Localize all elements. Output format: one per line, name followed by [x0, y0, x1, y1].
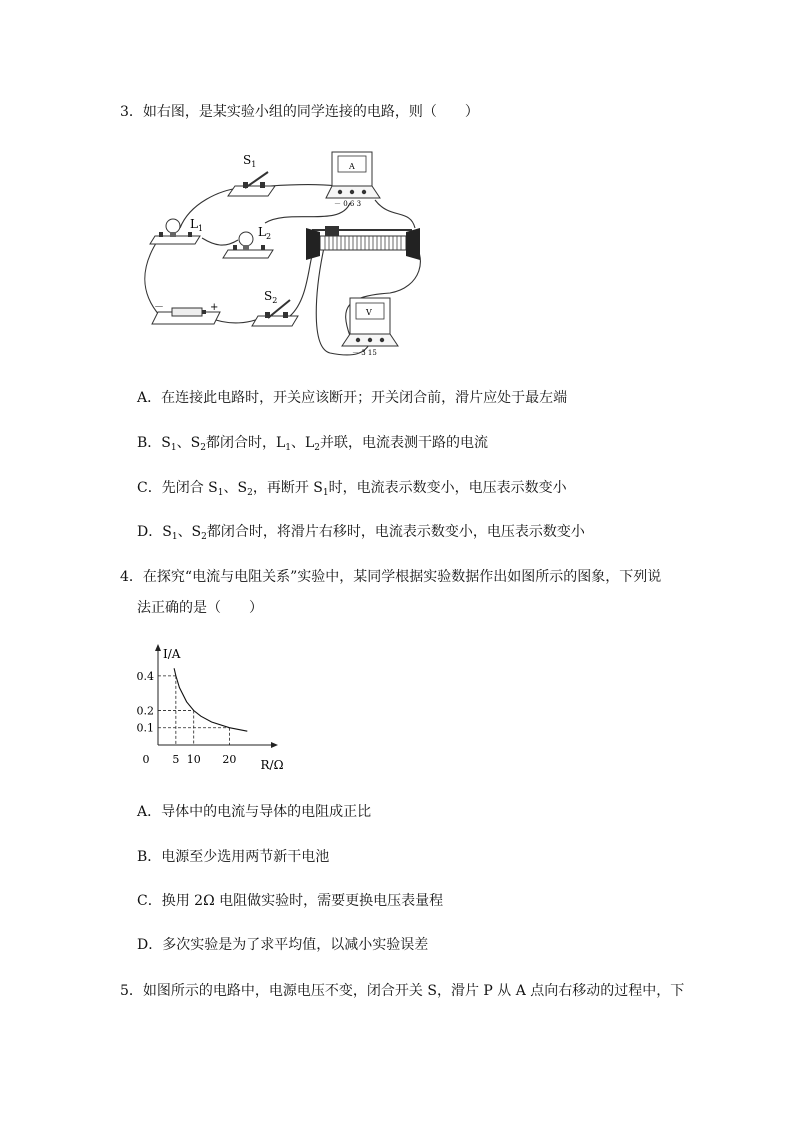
y-tick-label-2: 0.1: [136, 721, 154, 735]
voltmeter-symbol: V: [366, 308, 372, 317]
y-axis-label: I/A: [163, 647, 181, 661]
x-tick-label-1: 10: [186, 753, 201, 766]
q3-option-a: A．在连接此电路时，开关应该断开；开关闭合前，滑片应处于最左端: [137, 390, 568, 406]
battery-minus: －: [154, 302, 164, 313]
ammeter: [326, 152, 380, 198]
switch-s1: [228, 172, 275, 196]
label-l2: $L_2$: [258, 225, 272, 241]
rheostat: [306, 226, 420, 260]
q3-stem: 3．如右图，是某实验小组的同学连接的电路，则（ ）: [120, 104, 479, 120]
label-s2: $S_2$: [264, 289, 278, 305]
q4-option-a: A．导体中的电流与导体的电阻成正比: [137, 804, 372, 820]
q4-option-d: D．多次实验是为了求平均值，以减小实验误差: [137, 937, 429, 953]
x-tick-label-0: 5: [172, 753, 180, 766]
y-tick-label-1: 0.2: [136, 704, 154, 718]
wire-l1-l2: [202, 238, 238, 245]
series-curve: [174, 668, 247, 731]
x-axis-arrow: [271, 742, 278, 748]
y-axis-arrow: [155, 644, 161, 651]
ammeter-terminal-labels: － 0.6 3: [334, 200, 362, 208]
q4-stem-line2: 法正确的是（ ）: [137, 600, 263, 616]
wire-battery-s2: [210, 318, 260, 323]
q3-option-d: D．$S_1$、$S_2$都闭合时，将滑片右移时，电流表示数变小，电压表示数变小: [137, 524, 585, 542]
x-axis-label: R/Ω: [260, 758, 284, 772]
ammeter-symbol: A: [349, 162, 355, 171]
q4-option-c: C．换用 2Ω 电阻做实验时，需要更换电压表量程: [137, 893, 444, 909]
q3-circuit-figure: [140, 148, 440, 363]
y-tick-label-0: 0.4: [136, 669, 154, 683]
voltmeter: [342, 298, 398, 346]
q4-current-resistance-graph: [130, 640, 290, 775]
label-s1: $S_1$: [243, 153, 257, 169]
battery-plus: +: [210, 302, 219, 313]
q3-option-b: B．$S_1$、$S_2$都闭合时，$L_1$、$L_2$并联，电流表测干路的电流: [137, 435, 489, 453]
wire-ammeter-rheostat: [375, 200, 415, 228]
q5-stem: 5．如图所示的电路中，电源电压不变，闭合开关 S，滑片 P 从 A 点向右移动的过程中，下: [120, 983, 685, 999]
x-tick-label-2: 20: [222, 753, 237, 766]
q4-option-b: B．电源至少选用两节新干电池: [137, 849, 330, 865]
voltmeter-terminal-labels: － 3 15: [352, 349, 377, 357]
label-l1: $L_1$: [190, 217, 204, 233]
wire-s1-ammeter: [270, 185, 336, 187]
q3-option-c: C．先闭合 $S_1$、$S_2$，再断开 $S_1$时，电流表示数变小，电压表示数变小: [137, 480, 567, 498]
origin-label: 0: [142, 753, 150, 766]
q4-stem-line1: 4．在探究“电流与电阻关系”实验中，某同学根据实验数据作出如图所示的图象，下列说: [120, 569, 662, 585]
